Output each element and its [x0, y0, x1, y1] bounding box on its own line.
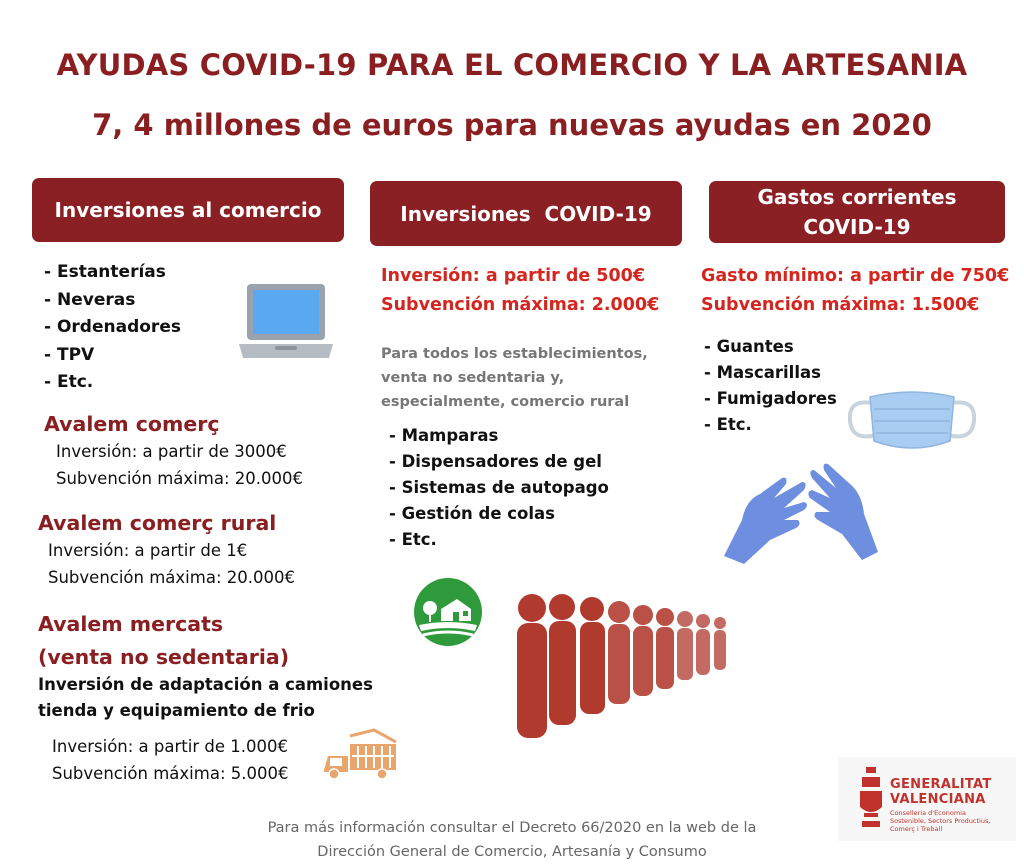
logo-line1: GENERALITAT — [890, 777, 992, 792]
footer-note — [0, 816, 1024, 864]
list-item: - Mascarillas — [704, 363, 821, 382]
list-item: - Etc. — [389, 530, 437, 549]
footer-line1: Para más información consultar el Decreto 66/2020 en la web de la — [267, 820, 757, 836]
tag-gastos-corrientes — [709, 181, 1005, 243]
covid-items-list — [389, 423, 609, 553]
list-item: - Gestión de colas — [389, 504, 555, 523]
avalem-rural-title: Avalem comerç rural — [38, 511, 277, 535]
inversiones-list — [44, 259, 181, 397]
tag-label: Inversiones al comercio — [54, 198, 322, 222]
list-item: - Dispensadores de gel — [389, 452, 602, 471]
face-mask-icon — [846, 389, 978, 453]
rural-house-icon — [413, 577, 483, 647]
tag-inversiones-comercio — [32, 178, 344, 242]
queue-people-icon — [500, 590, 732, 742]
covid-desc-line1: Para todos los establecimientos, — [381, 346, 648, 362]
logo-sub1: Conselleria d'Economia — [890, 809, 966, 817]
gloves-icon — [716, 454, 886, 564]
avalem-comerc-inversion: Inversión: a partir de 3000€ — [56, 442, 287, 461]
avalem-mercats-desc1: Inversión de adaptación a camiones — [38, 675, 373, 694]
tag-label: Inversiones COVID-19 — [400, 201, 652, 226]
list-item: - Mamparas — [389, 426, 499, 445]
list-item: - Ordenadores — [44, 317, 181, 337]
logo-sub2: Sostenible, Sectors Productius, — [890, 817, 991, 825]
list-item: - Etc. — [704, 415, 752, 434]
list-item: - Guantes — [704, 337, 794, 356]
avalem-mercats-desc2: tienda y equipamiento de frio — [38, 701, 315, 720]
avalem-mercats-inversion: Inversión: a partir de 1.000€ — [52, 737, 288, 756]
list-item: - Etc. — [44, 372, 94, 392]
avalem-rural-subvencion: Subvención máxima: 20.000€ — [48, 568, 295, 587]
gasto-minimo: Gasto mínimo: a partir de 750€ — [701, 266, 1010, 286]
avalem-comerc-subvencion: Subvención máxima: 20.000€ — [56, 469, 303, 488]
list-item: - Sistemas de autopago — [389, 478, 609, 497]
covid-desc-line2: venta no sedentaria y, — [381, 370, 565, 386]
avalem-mercats-title: Avalem mercats — [38, 612, 224, 636]
food-truck-icon — [320, 728, 400, 784]
tag-label-line2: COVID-19 — [803, 215, 911, 239]
gastos-items-list — [704, 334, 837, 438]
gasto-subvencion: Subvención máxima: 1.500€ — [701, 295, 980, 315]
page-subtitle: 7, 4 millones de euros para nuevas ayudas en 2020 — [92, 108, 932, 142]
list-item: - TPV — [44, 344, 95, 365]
covid-subvencion: Subvención máxima: 2.000€ — [381, 295, 660, 315]
avalem-rural-inversion: Inversión: a partir de 1€ — [48, 541, 248, 560]
avalem-comerc-title: Avalem comerç — [44, 412, 220, 436]
logo-sub3: Comerç i Treball — [890, 825, 943, 833]
covid-inversion: Inversión: a partir de 500€ — [381, 266, 646, 286]
list-item: - Estanterías — [44, 262, 166, 282]
avalem-mercats-subvencion: Subvención máxima: 5.000€ — [52, 764, 289, 783]
logo-line2: VALENCIANA — [890, 792, 986, 807]
laptop-icon — [237, 282, 335, 364]
tag-inversiones-covid — [370, 181, 682, 246]
covid-desc-line3: especialmente, comercio rural — [381, 394, 630, 410]
footer-line2: Dirección General de Comercio, Artesanía y Consumo — [317, 844, 707, 860]
tag-label-line1: Gastos corrientes — [757, 185, 957, 209]
avalem-mercats-subtitle: (venta no sedentaria) — [38, 645, 290, 669]
list-item: - Fumigadores — [704, 389, 837, 408]
list-item: - Neveras — [44, 289, 136, 310]
page-title: AYUDAS COVID-19 PARA EL COMERCIO Y LA ARTESANIA — [56, 48, 968, 82]
